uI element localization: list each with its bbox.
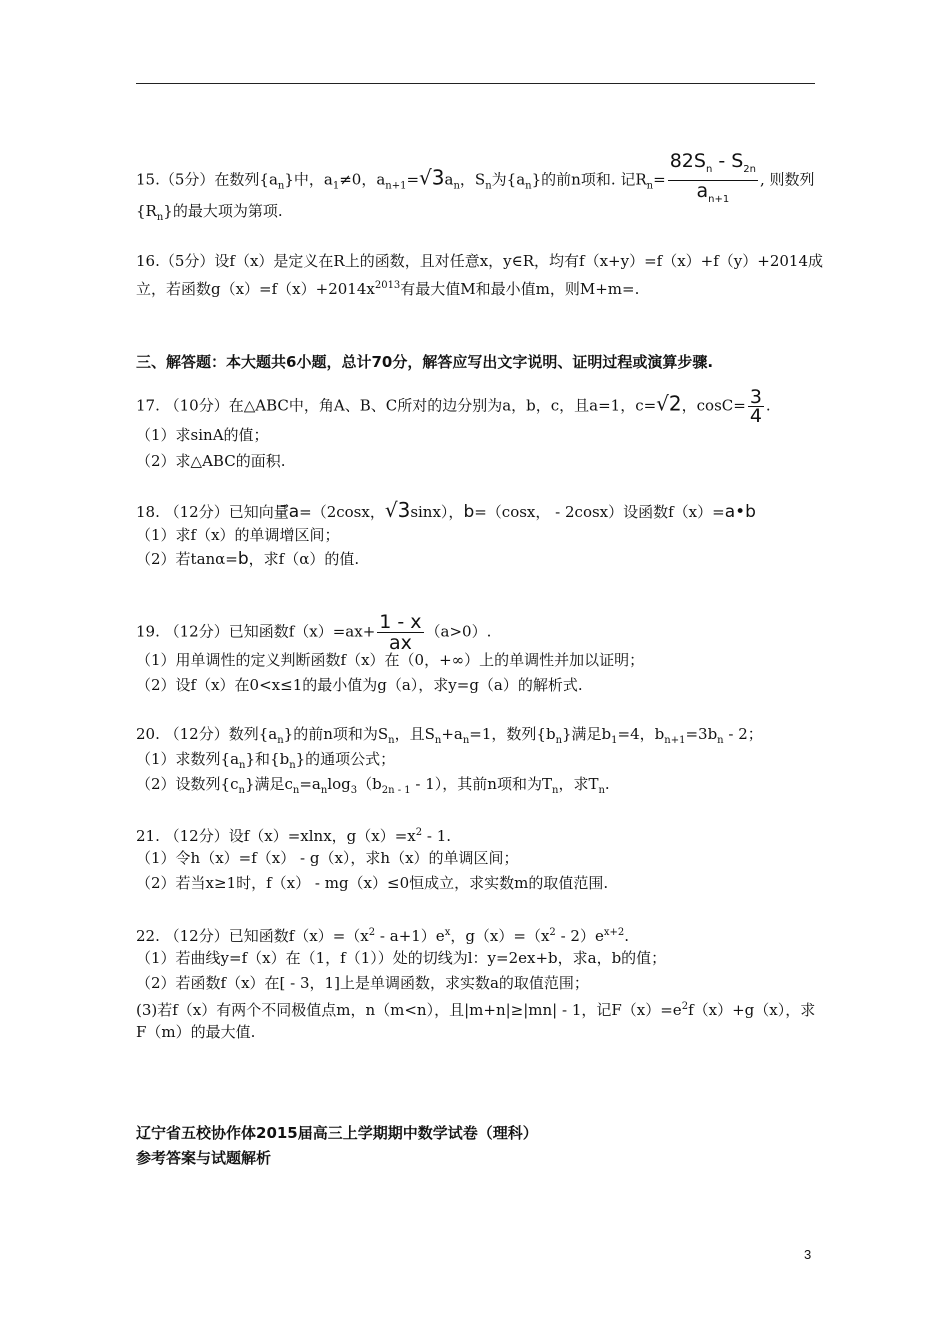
question-19-line1: 19. （12分）已知函数f（x）=ax+ $\frac{1 - x}{ax}$ （a>0）. xyxy=(136,611,492,654)
question-16-line1: 16.（5分）设f（x）是定义在R上的函数，且对任意x，y∈R，均有f（x+y）=f（x）+f（y）+2014成 xyxy=(136,252,824,270)
question-16-line2: 立，若函数$g(x)=f(x)+2014x^{2013}$有最大值M和最小值m，则M+m=. xyxy=(136,280,640,298)
answer-title: 辽宁省五校协作体2015届高三上学期期中数学试卷（理科） xyxy=(136,1124,538,1142)
question-22-sub4: F（m）的最大值. xyxy=(136,1023,256,1041)
question-22-sub2: （2）若函数f（x）在[ - 3，1]上是单调函数，求实数a的取值范围； xyxy=(136,974,589,992)
question-18-sub1: （1）求f（x）的单调增区间； xyxy=(136,526,340,544)
question-15-line1: 15.（5分）在数列$\{a_n\}$中，$a_1\ne 0$，$a_{n+1}=√3a_n$，$S_n$为$\{a_n\}$的前n项和. 记$R_n=$ $\frac{82S_n - S_{2n}}{a_{n+1}}$ , 则数列 xyxy=(136,151,815,210)
question-22-sub3: (3)若f（x）有两个不同极值点m，n（m<n），且|m+n|≥|mn| - 1，记$F(x)=e^2f(x)+g(x)$，求 xyxy=(136,1001,816,1019)
question-22-line1: 22. （12分）已知函数$f(x)=(x^2 - a+1)e^x$，$g(x)=(x^2 - 2)e^{x+2}$. xyxy=(136,927,629,945)
question-20-line1: 20. （12分）数列$\{a_n\}$的前n项和为$S_n$，且$S_n+a_n=1$，数列$\{b_n\}$满足$b_1=4$，$b_{n+1}=3b_n - 2$； xyxy=(136,725,763,746)
q17-fraction: $\frac{3}{4}$ xyxy=(749,386,762,427)
question-17-line1: 17. （10分）在△ABC中，角A、B、C所对的边分别为a，b，c，且a=1，c=√2，cosC= $\frac{3}{4}$ . xyxy=(136,386,771,427)
header-rule xyxy=(136,83,815,84)
question-21-sub1: （1）令h（x）=f（x） - g（x），求h（x）的单调区间； xyxy=(136,849,519,867)
q15-fraction: $\frac{82S_n - S_{2n}}{a_{n+1}}$ xyxy=(669,150,756,205)
question-19-sub2: （2）设f（x）在0<x≤1的最小值为g（a），求y=g（a）的解析式. xyxy=(136,676,583,694)
page-number: 3 xyxy=(804,1247,812,1262)
question-17-sub1: （1）求sinA的值； xyxy=(136,426,269,444)
question-17-sub2: （2）求△ABC的面积. xyxy=(136,452,286,470)
question-19-sub1: （1）用单调性的定义判断函数f（x）在（0，+∞）上的单调性并加以证明； xyxy=(136,651,645,669)
question-20-sub2: （2）设数列$\{c_n\}$满足$c_n=a_n\log_3(b_{2n - 1} - 1)$，其前n项和为$T_n$，求$T_n$. xyxy=(136,775,610,796)
section-heading: 三、解答题：本大题共6小题，总计70分，解答应写出文字说明、证明过程或演算步骤. xyxy=(136,353,714,371)
question-18-sub2: （2）若tanα=b，求f（α）的值. xyxy=(136,549,360,569)
answer-subtitle: 参考答案与试题解析 xyxy=(136,1149,272,1167)
vector-dot-product: a•b xyxy=(724,502,756,522)
question-22-sub1: （1）若曲线y=f（x）在（1，f（1））处的切线为l：y=2ex+b，求a，b的值； xyxy=(136,949,667,967)
question-21-sub2: （2）若当x≥1时，f（x） - mg（x）≤0恒成立，求实数m的取值范围. xyxy=(136,874,609,892)
question-21-line1: 21. （12分）设f（x）=xlnx，$g(x)=x^2 - 1$. xyxy=(136,827,452,845)
q19-fraction: $\frac{1 - x}{ax}$ xyxy=(379,611,422,654)
question-18-line1: 18. （12分）已知向量a=（2cosx，√3sinx），b=（cosx， - 2cosx）设函数f（x）=a•b xyxy=(136,498,756,522)
vector-a: a xyxy=(288,502,300,522)
question-20-sub1: （1）求数列$\{a_n\}$和$\{b_n\}$的通项公式； xyxy=(136,750,396,771)
vector-b: b xyxy=(463,502,475,522)
question-15-line2: $\{R_n\}$的最大项为第项. xyxy=(136,202,283,223)
vector-b-2: b xyxy=(237,549,249,569)
